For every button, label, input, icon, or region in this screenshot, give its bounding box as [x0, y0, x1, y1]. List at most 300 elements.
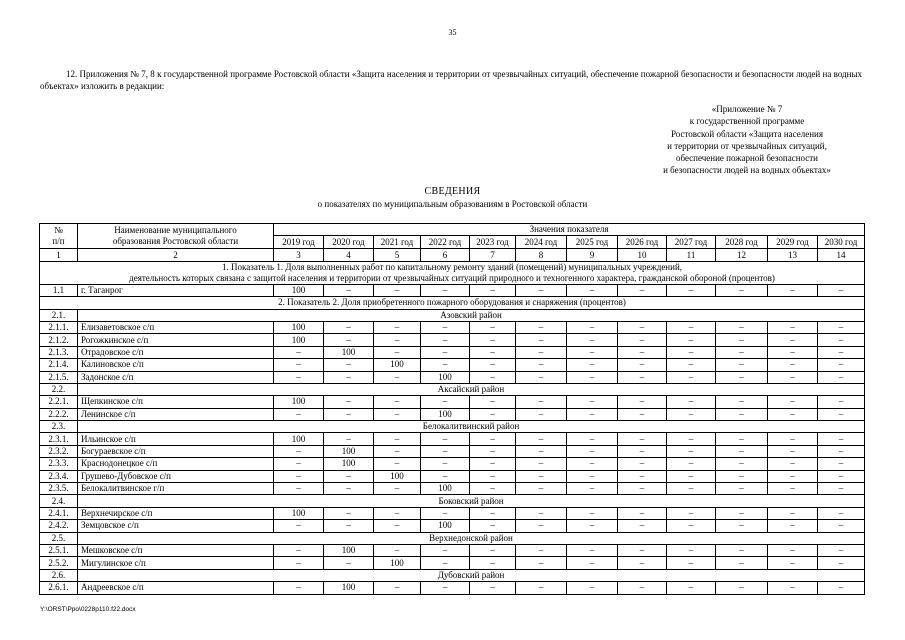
header-year: 2022 год [421, 236, 470, 249]
value-cell: – [667, 321, 716, 333]
value-cell: 100 [324, 445, 374, 457]
table-row [40, 371, 865, 383]
district-name: Верхнедонской район [78, 532, 865, 544]
table-row [40, 297, 865, 309]
table-row [40, 458, 865, 470]
row-number: 2.3.1. [40, 433, 78, 445]
table-row [40, 520, 865, 532]
municipality-name: г. Таганрог [78, 284, 274, 296]
table-row [40, 284, 865, 296]
value-cell: – [324, 334, 374, 346]
municipality-name: Верхнечирское с/п [78, 507, 274, 519]
value-cell: – [618, 507, 667, 519]
header-col-number: 12 [716, 249, 768, 261]
value-cell: – [716, 544, 768, 556]
value-cell: – [516, 408, 567, 420]
value-cell: – [421, 334, 470, 346]
header-col-number: 1 [40, 249, 78, 261]
header-number-line: п/п [52, 236, 65, 247]
value-cell: – [324, 359, 374, 371]
value-cell: – [470, 507, 516, 519]
value-cell: – [716, 470, 768, 482]
value-cell: – [470, 371, 516, 383]
value-cell: – [470, 408, 516, 420]
municipality-name: Богураевское с/п [78, 445, 274, 457]
value-cell: – [470, 359, 516, 371]
row-number: 2.3.2. [40, 445, 78, 457]
value-cell: – [768, 483, 818, 495]
value-cell: – [667, 557, 716, 569]
row-number: 2.1.3. [40, 346, 78, 358]
header-number [40, 224, 78, 249]
header-year: 2023 год [470, 236, 516, 249]
value-cell: – [567, 396, 618, 408]
value-cell: – [516, 520, 567, 532]
value-cell: – [274, 458, 324, 470]
district-name: Боковский район [78, 495, 865, 507]
value-cell: – [470, 346, 516, 358]
value-cell: – [274, 371, 324, 383]
value-cell: 100 [324, 458, 374, 470]
value-cell: – [274, 557, 324, 569]
value-cell: – [618, 396, 667, 408]
table-row [40, 383, 865, 395]
value-cell: – [567, 483, 618, 495]
value-cell: – [470, 396, 516, 408]
file-path-footer: Y:\ORST\Ppo\0228p110.f22.docx [40, 606, 136, 613]
value-cell: – [567, 458, 618, 470]
value-cell: – [716, 458, 768, 470]
page-number: 35 [448, 28, 457, 37]
value-cell: – [818, 346, 865, 358]
value-cell: – [818, 544, 865, 556]
value-cell: – [667, 483, 716, 495]
value-cell: – [716, 433, 768, 445]
table-row [40, 261, 865, 284]
value-cell: – [667, 458, 716, 470]
value-cell: – [768, 321, 818, 333]
table-row [40, 321, 865, 333]
value-cell: – [768, 582, 818, 594]
value-cell: 100 [374, 470, 421, 482]
header-col-number: 9 [567, 249, 618, 261]
value-cell: – [618, 445, 667, 457]
value-cell: 100 [374, 359, 421, 371]
municipality-name: Мешковское с/п [78, 544, 274, 556]
value-cell: – [374, 371, 421, 383]
value-cell: – [374, 334, 421, 346]
value-cell: – [421, 321, 470, 333]
section-heading-line: 1. Показатель 1. Доля выполненных работ по капитальному ремонту зданий (помещений) муниципальных учреждений, [222, 261, 683, 272]
value-cell: – [818, 445, 865, 457]
value-cell: – [667, 284, 716, 296]
value-cell: – [818, 284, 865, 296]
value-cell: – [567, 544, 618, 556]
header-year: 2028 год [716, 236, 768, 249]
indicators-table [39, 223, 865, 595]
header-col-number: 13 [768, 249, 818, 261]
header-values: Значения показателя [274, 224, 865, 236]
row-number: 2.3.3. [40, 458, 78, 470]
value-cell: – [470, 284, 516, 296]
value-cell: – [716, 359, 768, 371]
value-cell: – [618, 582, 667, 594]
table-row [40, 445, 865, 457]
value-cell: – [324, 557, 374, 569]
municipality-name: Калиновское с/п [78, 359, 274, 371]
value-cell: – [567, 433, 618, 445]
value-cell: – [716, 346, 768, 358]
value-cell: – [421, 557, 470, 569]
value-cell: – [516, 334, 567, 346]
value-cell: – [667, 334, 716, 346]
header-name-line: образования Ростовской области [112, 236, 239, 247]
municipality-name: Щепкинское с/п [78, 396, 274, 408]
value-cell: – [374, 445, 421, 457]
value-cell: – [374, 408, 421, 420]
appendix-header [632, 103, 862, 177]
value-cell: – [667, 507, 716, 519]
value-cell: – [618, 371, 667, 383]
value-cell: – [768, 470, 818, 482]
value-cell: – [324, 408, 374, 420]
header-name-line: Наименование муниципального [114, 225, 237, 236]
value-cell: – [716, 408, 768, 420]
value-cell: – [324, 371, 374, 383]
value-cell: – [667, 445, 716, 457]
table-row [40, 507, 865, 519]
value-cell: – [716, 582, 768, 594]
value-cell: – [618, 284, 667, 296]
value-cell: – [567, 359, 618, 371]
value-cell: – [516, 582, 567, 594]
document-subtitle: о показателях по муниципальным образованиям в Ростовской области [317, 199, 588, 209]
municipality-name: Белокалитвинское г/п [78, 483, 274, 495]
value-cell: – [470, 557, 516, 569]
value-cell: – [567, 445, 618, 457]
municipality-name: Земцовское с/п [78, 520, 274, 532]
value-cell: – [374, 396, 421, 408]
table-row [40, 408, 865, 420]
value-cell: – [618, 334, 667, 346]
district-name: Азовский район [78, 309, 865, 321]
header-col-number: 3 [274, 249, 324, 261]
table-row [40, 470, 865, 482]
value-cell: – [516, 557, 567, 569]
row-number: 2.1.2. [40, 334, 78, 346]
row-number: 2.5.2. [40, 557, 78, 569]
value-cell: 100 [274, 334, 324, 346]
header-year: 2024 год [516, 236, 567, 249]
value-cell: – [768, 445, 818, 457]
value-cell: – [667, 433, 716, 445]
value-cell: – [618, 433, 667, 445]
value-cell: 100 [274, 433, 324, 445]
table-row [40, 532, 865, 544]
value-cell: – [421, 582, 470, 594]
value-cell: – [818, 433, 865, 445]
row-number: 2.1. [40, 309, 78, 321]
value-cell: – [618, 321, 667, 333]
value-cell: 100 [421, 408, 470, 420]
value-cell: – [768, 396, 818, 408]
appendix-line: «Приложение № 7 [711, 104, 783, 114]
row-number: 2.5. [40, 532, 78, 544]
value-cell: – [274, 346, 324, 358]
value-cell: – [567, 321, 618, 333]
header-year: 2019 год [274, 236, 324, 249]
value-cell: – [421, 433, 470, 445]
value-cell: – [421, 284, 470, 296]
value-cell: – [421, 544, 470, 556]
value-cell: – [818, 408, 865, 420]
value-cell: – [567, 346, 618, 358]
row-number: 2.5.1. [40, 544, 78, 556]
value-cell: – [374, 458, 421, 470]
header-col-number: 8 [516, 249, 567, 261]
table-row [40, 346, 865, 358]
value-cell: – [274, 408, 324, 420]
municipality-name: Задонское с/п [78, 371, 274, 383]
municipality-name: Ленинское с/п [78, 408, 274, 420]
value-cell: – [618, 470, 667, 482]
value-cell: – [716, 334, 768, 346]
value-cell: – [374, 284, 421, 296]
row-number: 2.4.2. [40, 520, 78, 532]
value-cell: – [768, 334, 818, 346]
header-col-number: 5 [374, 249, 421, 261]
value-cell: – [818, 470, 865, 482]
value-cell: – [421, 396, 470, 408]
value-cell: – [324, 321, 374, 333]
header-year: 2026 год [618, 236, 667, 249]
value-cell: – [516, 321, 567, 333]
value-cell: – [667, 408, 716, 420]
value-cell: 100 [374, 557, 421, 569]
value-cell: – [324, 433, 374, 445]
value-cell: – [818, 582, 865, 594]
header-year: 2030 год [818, 236, 865, 249]
value-cell: – [274, 582, 324, 594]
row-number: 2.3. [40, 421, 78, 433]
value-cell: – [470, 334, 516, 346]
municipality-name: Андреевское с/п [78, 582, 274, 594]
row-number: 2.6.1. [40, 582, 78, 594]
value-cell: – [618, 520, 667, 532]
value-cell: – [818, 396, 865, 408]
value-cell: – [470, 544, 516, 556]
value-cell: – [421, 346, 470, 358]
value-cell: – [667, 520, 716, 532]
table-row [40, 433, 865, 445]
value-cell: – [470, 470, 516, 482]
value-cell: – [516, 359, 567, 371]
value-cell: – [716, 371, 768, 383]
value-cell: – [667, 470, 716, 482]
value-cell: – [818, 321, 865, 333]
appendix-line: Ростовской области «Защита населения [670, 128, 824, 139]
value-cell: – [716, 445, 768, 457]
value-cell: – [516, 470, 567, 482]
district-name: Дубовский район [78, 569, 865, 581]
value-cell: – [618, 346, 667, 358]
value-cell: – [768, 433, 818, 445]
value-cell: – [421, 458, 470, 470]
value-cell: – [374, 582, 421, 594]
value-cell: – [667, 396, 716, 408]
value-cell: – [324, 520, 374, 532]
value-cell: – [374, 520, 421, 532]
value-cell: – [818, 334, 865, 346]
value-cell: – [768, 507, 818, 519]
table-row [40, 495, 865, 507]
value-cell: – [516, 507, 567, 519]
value-cell: 100 [421, 371, 470, 383]
value-cell: – [567, 520, 618, 532]
value-cell: – [768, 371, 818, 383]
value-cell: – [567, 284, 618, 296]
row-number: 2.4.1. [40, 507, 78, 519]
value-cell: – [567, 334, 618, 346]
value-cell: – [667, 544, 716, 556]
header-number-line: № [54, 225, 63, 236]
value-cell: – [324, 470, 374, 482]
value-cell: – [470, 433, 516, 445]
value-cell: – [516, 346, 567, 358]
value-cell: – [716, 284, 768, 296]
value-cell: – [374, 483, 421, 495]
header-year: 2025 год [567, 236, 618, 249]
value-cell: – [516, 371, 567, 383]
value-cell: – [716, 557, 768, 569]
value-cell: 100 [274, 321, 324, 333]
table-row [40, 396, 865, 408]
row-number: 2.1.5. [40, 371, 78, 383]
value-cell: – [274, 359, 324, 371]
header-col-number: 10 [618, 249, 667, 261]
value-cell: – [716, 483, 768, 495]
value-cell: – [324, 507, 374, 519]
value-cell: – [618, 408, 667, 420]
municipality-name: Елизаветовское с/п [78, 321, 274, 333]
section-heading [40, 297, 865, 309]
value-cell: – [516, 396, 567, 408]
value-cell: – [374, 507, 421, 519]
value-cell: – [470, 582, 516, 594]
value-cell: – [768, 359, 818, 371]
value-cell: – [667, 346, 716, 358]
value-cell: – [618, 557, 667, 569]
row-number: 2.2.2. [40, 408, 78, 420]
row-number: 2.3.4. [40, 470, 78, 482]
value-cell: – [567, 470, 618, 482]
value-cell: – [421, 470, 470, 482]
municipality-name: Мигулинское с/п [78, 557, 274, 569]
value-cell: – [818, 557, 865, 569]
value-cell: – [516, 544, 567, 556]
value-cell: – [516, 483, 567, 495]
value-cell: – [667, 582, 716, 594]
value-cell: – [324, 396, 374, 408]
municipality-name: Ильинское с/п [78, 433, 274, 445]
value-cell: – [421, 359, 470, 371]
municipality-name: Грушево-Дубовское с/п [78, 470, 274, 482]
section-heading-line: 2. Показатель 2. Доля приобретенного пожарного оборудования и снаряжения (процентов) [278, 297, 626, 308]
value-cell: – [818, 520, 865, 532]
value-cell: – [818, 507, 865, 519]
appendix-line: к государственной программе [689, 116, 805, 127]
header-name [78, 224, 274, 249]
value-cell: – [567, 557, 618, 569]
value-cell: – [470, 458, 516, 470]
value-cell: 100 [274, 396, 324, 408]
value-cell: – [768, 408, 818, 420]
value-cell: – [716, 396, 768, 408]
district-name: Белокалитвинский район [78, 421, 865, 433]
municipality-name: Краснодонецкое с/п [78, 458, 274, 470]
header-col-number: 6 [421, 249, 470, 261]
value-cell: – [618, 458, 667, 470]
header-year: 2021 год [374, 236, 421, 249]
row-number: 2.2.1. [40, 396, 78, 408]
table-row [40, 557, 865, 569]
value-cell: – [667, 371, 716, 383]
value-cell: – [567, 408, 618, 420]
value-cell: 100 [324, 346, 374, 358]
value-cell: – [516, 433, 567, 445]
value-cell: – [768, 346, 818, 358]
row-number: 2.3.5. [40, 483, 78, 495]
value-cell: 100 [324, 582, 374, 594]
value-cell: – [567, 507, 618, 519]
value-cell: – [716, 507, 768, 519]
value-cell: – [324, 483, 374, 495]
value-cell: – [818, 371, 865, 383]
value-cell: – [324, 284, 374, 296]
value-cell: – [374, 321, 421, 333]
value-cell: – [667, 359, 716, 371]
value-cell: – [567, 371, 618, 383]
value-cell: – [421, 507, 470, 519]
header-year: 2020 год [324, 236, 374, 249]
value-cell: – [374, 346, 421, 358]
value-cell: – [768, 544, 818, 556]
value-cell: – [516, 284, 567, 296]
appendix-line: обеспечение пожарной безопасности [675, 153, 818, 164]
value-cell: – [516, 458, 567, 470]
row-number: 2.1.1. [40, 321, 78, 333]
row-number: 2.1.4. [40, 359, 78, 371]
value-cell: – [516, 445, 567, 457]
appendix-line: и безопасности людей на водных объектах» [663, 165, 831, 176]
table-row [40, 359, 865, 371]
header-year: 2027 год [667, 236, 716, 249]
value-cell: – [818, 359, 865, 371]
value-cell: – [470, 520, 516, 532]
value-cell: – [470, 445, 516, 457]
value-cell: – [768, 557, 818, 569]
intro-paragraph: 12. Приложения № 7, 8 к государственной программе Ростовской области «Защита населения и территории от чрезвычайных ситуаций, обеспечение пожарной безопасности и безопасности людей на водных объектах» изложить в редакции: [40, 69, 862, 91]
value-cell: – [274, 470, 324, 482]
value-cell: – [768, 458, 818, 470]
value-cell: – [618, 359, 667, 371]
value-cell: – [421, 445, 470, 457]
value-cell: – [274, 445, 324, 457]
value-cell: – [274, 520, 324, 532]
value-cell: 100 [421, 483, 470, 495]
header-col-number: 11 [667, 249, 716, 261]
row-number: 1.1 [40, 284, 78, 296]
